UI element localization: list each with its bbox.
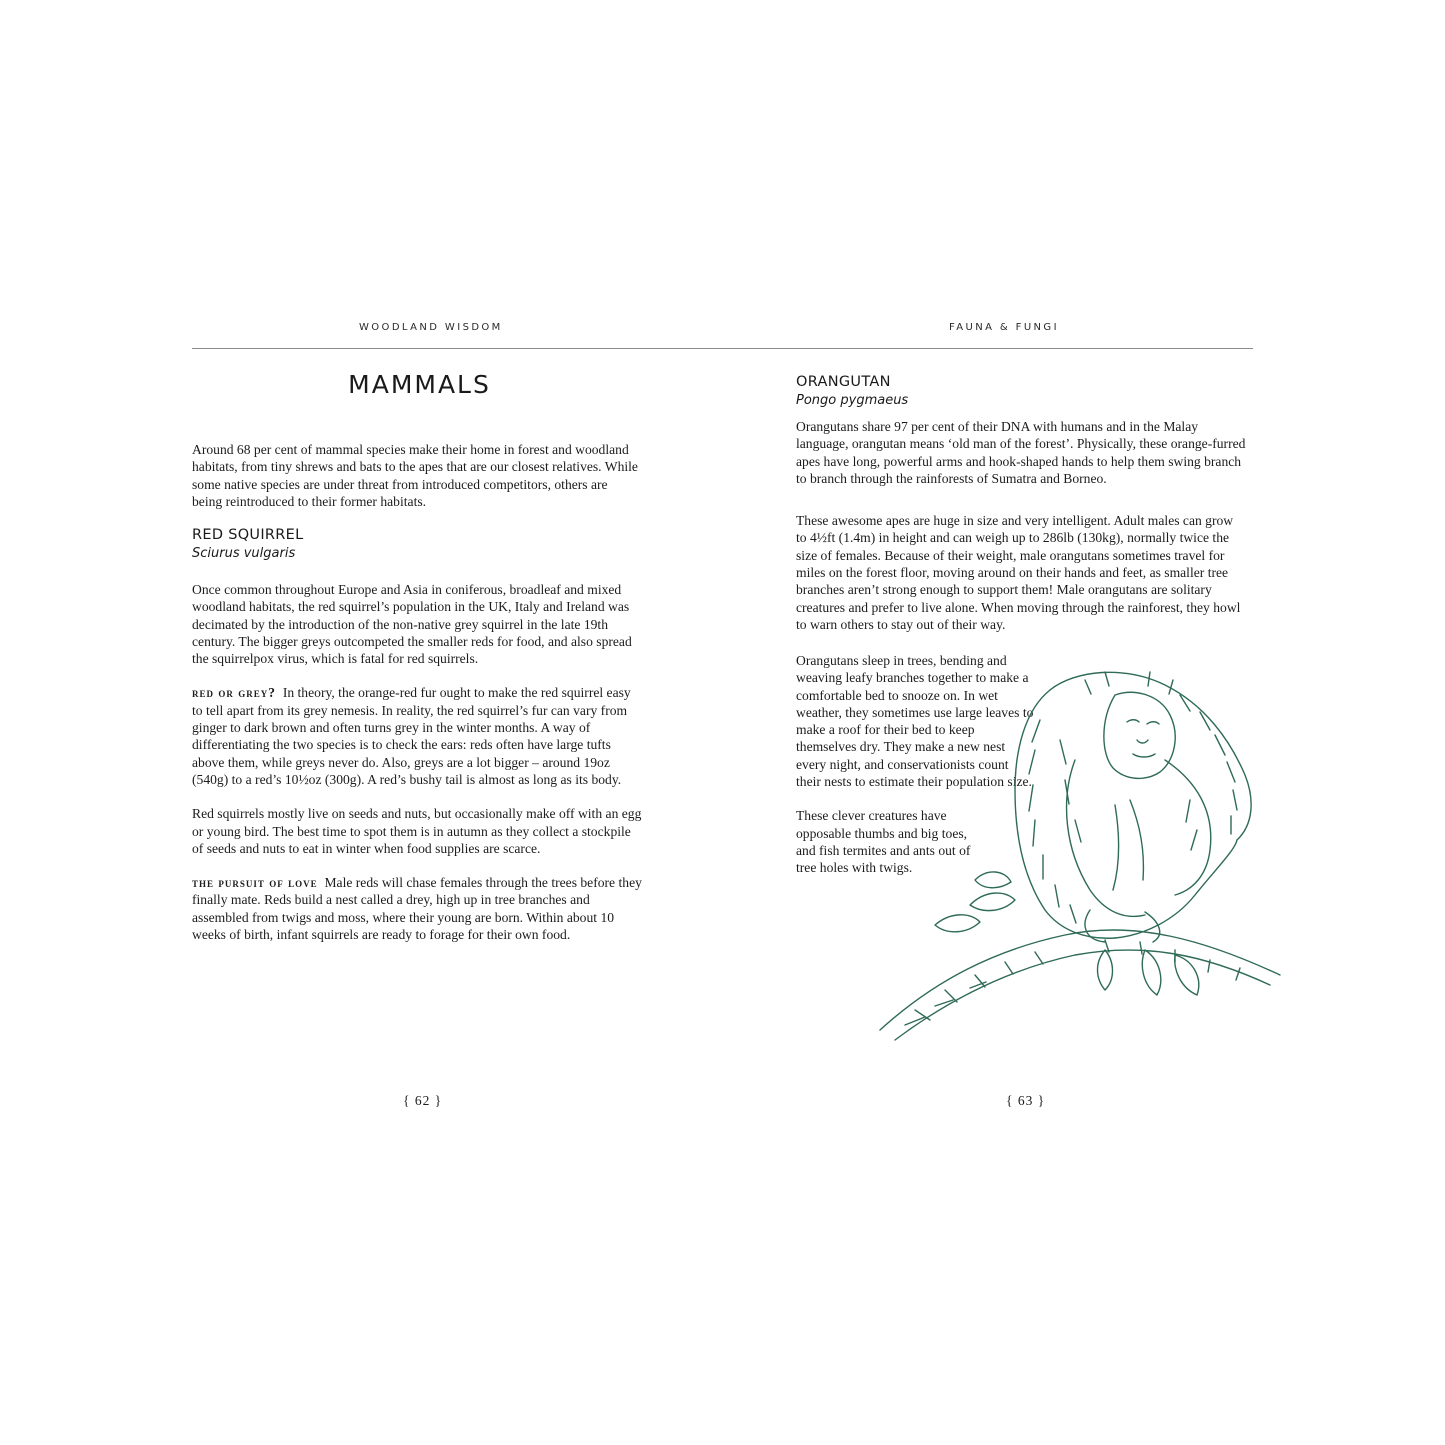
orangutan-section xyxy=(796,373,1246,633)
intro-text: Around 68 per cent of mammal species make their home in forest and woodland habitats, from tiny shrews and bats to the apes that are our closest relatives. While some native species are under threat from introduced competitors, others are being reintroduced to their former habitats. xyxy=(192,442,638,509)
paragraph-text: Male reds will chase females through the trees before they finally mate. Reds build a nest called a drey, high up in tree branches and assembled from twigs and moss, where their young are born. Within about 10 weeks of birth, infant squirrels are ready to forage for their own food. xyxy=(192,875,642,943)
run-in-head: the pursuit of love xyxy=(192,875,318,891)
running-head-left: WOODLAND WISDOM xyxy=(359,322,503,333)
page-title: MAMMALS xyxy=(348,370,491,399)
paragraph: Orangutans sleep in trees, bending and weaving leafy branches together to make a comfortable bed to snooze on. In wet weather, they sometimes use large leaves to make a roof for their bed to keep themselves dry. They make a new nest every night, and conservationists count their nests to estimate their population size. xyxy=(796,653,1034,790)
latin-name-orangutan: Pongo pygmaeus xyxy=(796,393,909,408)
run-in-head: red or grey? xyxy=(192,685,277,701)
section-heading-red-squirrel: RED SQUIRREL xyxy=(192,527,304,543)
page-number-right: { 63 } xyxy=(1006,1093,1046,1108)
section-heading-orangutan: ORANGUTAN xyxy=(796,374,891,390)
page-number-left: { 62 } xyxy=(403,1093,443,1108)
paragraph-text: In theory, the orange-red fur ought to make the red squirrel easy to tell apart from its grey nemesis. In reality, the red squirrel’s fur can vary from ginger to dark brown and often turns grey in the winter months. A way of differentiating the two species is to check the ears: reds often have large tufts above them, while greys never do. Also, greys are a lot bigger – around 19oz (540g) to a red’s 10½oz (300g). A red’s bushy tail is almost as long as its body. xyxy=(192,685,631,787)
paragraph: Orangutans share 97 per cent of their DNA with humans and in the Malay language, orangutan means ‘old man of the forest’. Physically, these orange-furred apes have long, powerful arms and hook-shaped hands to help them swing branch to branch through the rainforests of Sumatra and Borneo. xyxy=(796,419,1246,486)
red-squirrel-section xyxy=(192,526,644,943)
paragraph xyxy=(192,874,644,943)
header-rule xyxy=(192,348,1253,349)
orangutan-illustration xyxy=(875,650,1285,1055)
paragraph: Once common throughout Europe and Asia in coniferous, broadleaf and mixed woodland habitats, the red squirrel’s population in the UK, Italy and Ireland was decimated by the introduction of the non-native grey squirrel in the late 19th century. The bigger greys outcompeted the smaller reds for food, and also spread the squirrelpox virus, which is fatal for red squirrels. xyxy=(192,582,632,667)
latin-name-red-squirrel: Sciurus vulgaris xyxy=(192,546,296,561)
paragraph: Red squirrels mostly live on seeds and nuts, but occasionally make off with an egg or young bird. The best time to spot them is in autumn as they collect a stockpile of seeds and nuts to eat in winter when food supplies are scarce. xyxy=(192,806,642,856)
paragraph: These clever creatures have opposable thumbs and big toes, and fish termites and ants out of tree holes with twigs. xyxy=(796,808,971,876)
paragraph xyxy=(192,684,644,788)
running-head-right: FAUNA & FUNGI xyxy=(949,322,1059,333)
intro-paragraph xyxy=(192,441,640,510)
paragraph: These awesome apes are huge in size and very intelligent. Adult males can grow to 4½ft (1.4m) in height and can weigh up to 286lb (130kg), normally twice the size of females. Because of their weight, male orangutans sometimes travel for miles on the forest floor, moving around on their hands and feet, as smaller tree branches aren’t strong enough to support them! Male orangutans are solitary creatures and prefer to live alone. When moving through the rainforest, they howl to warn others to stay out of their way. xyxy=(796,513,1241,632)
